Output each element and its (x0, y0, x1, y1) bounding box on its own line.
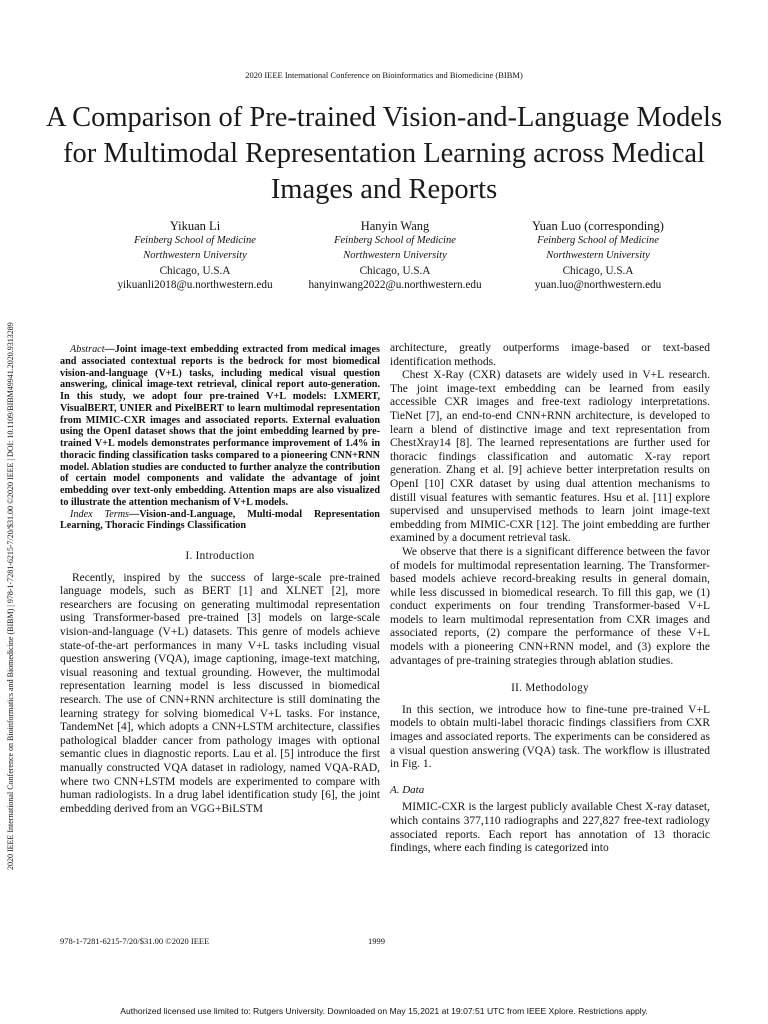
author-name: Hanyin Wang (360, 219, 430, 233)
author-affiliation: Feinberg School of Medicine (334, 235, 456, 246)
conference-header: 2020 IEEE International Conference on Bioinformatics and Biomedicine (BIBM) (245, 70, 523, 80)
cxr-paragraph: Chest X-Ray (CXR) datasets are widely used in V+L research. The joint image-text embedding can be learned from easily accessible CXR images and free-text radiology interpretations. TieNet [7], an end-to-end CNN+RNN architecture, is developed to learn a blend of distinctive image and text representation from ChestXray14 [8]. The learned representations are further used for thoracic findings classification and automatic X-ray report generation. Zhang et al. [9] achieve better interpretation results on OpenI [10] CXR dataset by using dual attention mechanisms to distill visual features with semantic features. Hsu et al. [11] explore supervised and unsupervised methods to learn joint image-text embedding from MIMIC-CXR [12]. The joint embedding are further examined by a document retrieval task. (390, 369, 710, 545)
observation-paragraph: We observe that there is a significant difference between the favor of models for multimodal representation learning. The Transformer-based models achieve record-breaking results in general domain, while less discussed in biomedical research. To fill this gap, we (1) conduct experiments on four trending Transformer-based V+L models to learn multimodal representation from CXR images and associated reports, (2) compare the performance of these V+L models with a pioneering CNN+RNN model, and (3) explore the advantages of pre-training strategies through ablation studies. (390, 545, 710, 667)
author-email: hanyinwang2022@u.northwestern.edu (308, 279, 482, 292)
author-location: Chicago, U.S.A (359, 264, 431, 277)
page-number: 1999 (368, 936, 385, 946)
author-block-3 (483, 218, 713, 293)
left-column (60, 344, 380, 816)
author-affiliation: Northwestern University (546, 249, 650, 261)
subsection-heading-data: A. Data (390, 783, 425, 796)
index-terms-text: —Vision-and-Language, Multi-modal Representation Learning, Thoracic Findings Classification (60, 508, 380, 532)
authorized-use-notice: Authorized licensed use limited to: Rutgers University. Downloaded on May 15,2021 at 19:07:51 UTC from IEEE Xplore. Restrictions apply. (120, 1006, 648, 1016)
author-affiliation: Feinberg School of Medicine (537, 235, 659, 246)
data-paragraph: MIMIC-CXR is the largest publicly available Chest X-ray dataset, which contains 377,110 radiographs and 227,827 free-text radiology associated reports. Each report has annotation of 13 thoracic findings, where each finding is categorized into (390, 801, 710, 855)
paper-title: A Comparison of Pre-trained Vision-and-Language Models for Multimodal Representation Learning across Medical Images and Reports (45, 102, 723, 205)
author-affiliation: Feinberg School of Medicine (134, 235, 256, 246)
abstract (60, 344, 380, 532)
author-affiliation: Northwestern University (143, 249, 247, 261)
abstract-text: —Joint image-text embedding extracted from medical images and associated contextual reports is the bedrock for most biomedical vision-and-language (V+L) tasks, including medical visual question answering, clinical image-text retrieval, clinical report auto-generation. In this study, we adopt four pre-trained V+L models: LXMERT, VisualBERT, UNIER and PixelBERT to learn multimodal representation from MIMIC-CXR images and associated reports. External evaluation using the OpenI dataset shows that the joint embedding learned by pre-trained V+L models demonstrates performance improvement of 1.4% in thoracic finding classification tasks compared to a pioneering CNN+RNN model. Ablation studies are conducted to further analyze the contribution of certain model components and validate the advantage of joint embedding over text-only embedding. Attention maps are also visualized to illustrate the attention mechanism of V+L models. (60, 344, 380, 508)
methodology-paragraph: In this section, we introduce how to fine-tune pre-trained V+L models to obtain multi-label thoracic findings classifiers from CXR images and associated reports. The experiments can be considered as a visual question answering (VQA) task. The workflow is illustrated in Fig. 1. (390, 703, 710, 771)
abstract-label: Abstract (70, 344, 105, 355)
author-affiliation: Northwestern University (343, 249, 447, 261)
index-terms-label: Index Terms (70, 508, 130, 520)
author-block-2 (280, 218, 510, 293)
section-heading-methodology: II. Methodology (511, 682, 589, 695)
author-name: Yikuan Li (169, 219, 221, 233)
section-heading-introduction: I. Introduction (185, 550, 255, 562)
author-location: Chicago, U.S.A (159, 264, 231, 277)
author-name: Yuan Luo (corresponding) (532, 219, 664, 233)
author-block-1 (80, 218, 310, 293)
right-column (390, 342, 710, 856)
continued-paragraph: architecture, greatly outperforms image-based or text-based identification methods. (390, 342, 710, 368)
author-location: Chicago, U.S.A (562, 264, 634, 277)
footer-isbn: 978-1-7281-6215-7/20/$31.00 ©2020 IEEE (60, 936, 210, 946)
author-email: yuan.luo@northwestern.edu (534, 279, 662, 292)
author-email: yikuanli2018@u.northwestern.edu (117, 279, 273, 292)
intro-paragraph: Recently, inspired by the success of large-scale pre-trained language models, such as BERT [1] and XLNET [2], more researchers are focusing on generating multimodal representation using Transformer-based pre-trained [3] models on large-scale vision-and-language (V+L) datasets. This genre of models achieve state-of-the-art performances in many V+L tasks including visual question answering (VQA), image captioning, image-text matching, visual reasoning and textual grounding. However, the multimodal representation learning model is less discussed in biomedical research. The use of CNN+RNN architecture is still dominating the learning strategy for solving biomedical V+L tasks. For instance, TandemNet [4], which adopts a CNN+LSTM architecture, classifies pathological bladder cancer from pathology images with optional semantic clues in diagnostic reports. Lau et al. [5] introduce the first manually constructed VQA dataset in radiology, named VQA-RAD, where two CNN+LSTM models are experimented to compare with human radiologists. In a drug label identification study [6], the joint embedding derived from an VGG+BiLSTM (60, 571, 380, 815)
